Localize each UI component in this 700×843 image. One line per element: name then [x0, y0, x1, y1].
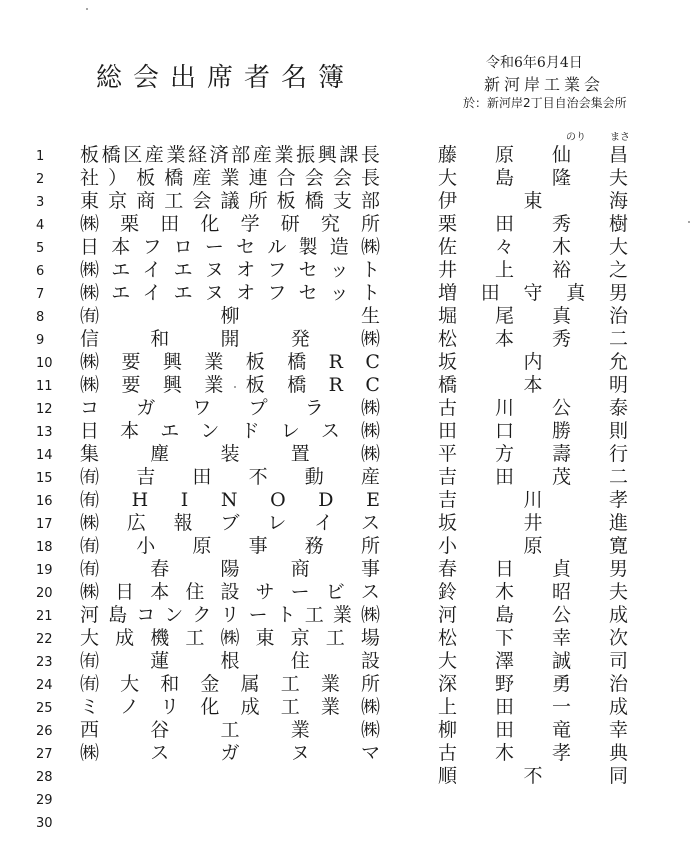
attendee-name: 田 口 勝 則 — [438, 420, 628, 442]
organization-name: ㈱ エ イ エ ヌ オ フ セ ッ ト — [80, 259, 380, 281]
row-number: 19 — [36, 563, 53, 578]
row-number: 2 — [36, 172, 45, 187]
list-item — [0, 213, 700, 236]
association-name: 新河岸工業会 — [484, 75, 605, 94]
attendee-name: 栗 田 秀 樹 — [438, 213, 628, 235]
list-item — [0, 443, 700, 466]
list-item — [0, 512, 700, 535]
list-item — [0, 535, 700, 558]
attendee-name: 古 川 公 泰 — [438, 397, 628, 419]
row-number: 30 — [36, 816, 53, 831]
scan-speck — [86, 8, 88, 10]
organization-name: 日 本 フ ロ ー セ ル 製 造 ㈱ — [80, 236, 380, 258]
list-item — [0, 788, 700, 811]
list-item — [0, 374, 700, 397]
row-number: 29 — [36, 793, 53, 808]
row-number: 24 — [36, 678, 53, 693]
attendee-name: 吉 川 孝 — [438, 489, 628, 511]
organization-name: ㈱ ス ガ ヌ マ — [80, 742, 380, 764]
attendee-name: 松 下 幸 次 — [438, 627, 628, 649]
list-item — [0, 420, 700, 443]
list-item — [0, 650, 700, 673]
list-item — [0, 351, 700, 374]
row-number: 15 — [36, 471, 53, 486]
furigana-masa: まさ — [610, 132, 630, 143]
attendee-name: 柳 田 竜 幸 — [438, 719, 628, 741]
attendee-name: 鈴 木 昭 夫 — [438, 581, 628, 603]
organization-name: ㈱ 栗 田 化 学 研 究 所 — [80, 213, 380, 235]
list-item — [0, 558, 700, 581]
organization-name: ㈲ 吉 田 不 動 産 — [80, 466, 380, 488]
furigana-nori: のり — [566, 132, 586, 143]
attendee-name: 増 田 守 真 男 — [438, 282, 628, 304]
organization-name: 板 橋 区 産 業 経 済 部 産 業 振 興 課 長 — [80, 144, 380, 166]
attendee-name: 上 田 一 成 — [438, 696, 628, 718]
row-number: 9 — [36, 333, 45, 348]
attendee-name: 吉 田 茂 二 — [438, 466, 628, 488]
attendee-name: 伊 東 海 — [438, 190, 628, 212]
organization-name: 東 京 商 工 会 議 所 板 橋 支 部 — [80, 190, 380, 212]
row-number: 23 — [36, 655, 53, 670]
row-number: 21 — [36, 609, 53, 624]
list-item — [0, 466, 700, 489]
attendee-name: 堀 尾 真 治 — [438, 305, 628, 327]
list-item — [0, 282, 700, 305]
attendee-name: 順 不 同 — [438, 765, 628, 787]
list-item — [0, 144, 700, 167]
attendee-name: 河 島 公 成 — [438, 604, 628, 626]
list-item — [0, 719, 700, 742]
list-item — [0, 604, 700, 627]
row-number: 3 — [36, 195, 45, 210]
organization-name: ㈱ 日 本 住 設 サ ー ビ ス — [80, 581, 380, 603]
organization-name: ミ ノ リ 化 成 工 業 ㈱ — [80, 696, 380, 718]
organization-name: ㈱ 広 報 ブ レ イ ス — [80, 512, 380, 534]
row-number: 22 — [36, 632, 53, 647]
list-item — [0, 328, 700, 351]
organization-name: 日 本 エ ン ド レ ス ㈱ — [80, 420, 380, 442]
row-number: 27 — [36, 747, 53, 762]
organization-name: ㈲ 蓮 根 住 設 — [80, 650, 380, 672]
row-number: 16 — [36, 494, 53, 509]
row-number: 6 — [36, 264, 45, 279]
attendee-name: 佐 々 木 大 — [438, 236, 628, 258]
row-number: 13 — [36, 425, 53, 440]
list-item — [0, 259, 700, 282]
organization-name: ㈱ 要 興 業 板 橋 R C — [80, 351, 380, 373]
attendee-name: 大 澤 誠 司 — [438, 650, 628, 672]
attendee-name: 坂 内 允 — [438, 351, 628, 373]
list-item — [0, 627, 700, 650]
attendee-name: 平 方 壽 行 — [438, 443, 628, 465]
row-number: 11 — [36, 379, 53, 394]
attendee-name: 井 上 裕 之 — [438, 259, 628, 281]
row-number: 8 — [36, 310, 45, 325]
list-item — [0, 811, 700, 834]
list-item — [0, 696, 700, 719]
list-item — [0, 765, 700, 788]
organization-name: 河 島 コ ン ク リ ー ト 工 業 ㈱ — [80, 604, 380, 626]
attendee-name: 藤 原 仙 昌 — [438, 144, 628, 166]
list-item — [0, 305, 700, 328]
list-item — [0, 397, 700, 420]
organization-name: ㈲ 春 陽 商 事 — [80, 558, 380, 580]
organization-name: ㈲ H I N O D E — [80, 489, 380, 511]
organization-name: ㈱ エ イ エ ヌ オ フ セ ッ ト — [80, 282, 380, 304]
attendee-name: 春 日 貞 男 — [438, 558, 628, 580]
organization-name: 社 ） 板 橋 産 業 連 合 会 会 長 — [80, 167, 380, 189]
row-number: 12 — [36, 402, 53, 417]
organization-name: 大 成 機 工 ㈱ 東 京 工 場 — [80, 627, 380, 649]
organization-name: コ ガ ワ プ ラ ㈱ — [80, 397, 380, 419]
list-item — [0, 673, 700, 696]
row-number: 4 — [36, 218, 45, 233]
row-number: 26 — [36, 724, 53, 739]
organization-name: ㈲ 柳 生 — [80, 305, 380, 327]
row-number: 7 — [36, 287, 45, 302]
attendee-name: 古 木 孝 典 — [438, 742, 628, 764]
organization-name: ㈲ 大 和 金 属 工 業 所 — [80, 673, 380, 695]
row-number: 28 — [36, 770, 53, 785]
row-number: 18 — [36, 540, 53, 555]
row-number: 5 — [36, 241, 45, 256]
list-item — [0, 742, 700, 765]
list-item — [0, 190, 700, 213]
meeting-venue: 於：新河岸2丁目自治会集会所 — [463, 96, 627, 110]
row-number: 14 — [36, 448, 53, 463]
organization-name: 集 塵 装 置 ㈱ — [80, 443, 380, 465]
row-number: 10 — [36, 356, 53, 371]
row-number: 1 — [36, 149, 45, 164]
row-number: 20 — [36, 586, 53, 601]
organization-name: 西 谷 工 業 ㈱ — [80, 719, 380, 741]
attendee-name: 大 島 隆 夫 — [438, 167, 628, 189]
list-item — [0, 489, 700, 512]
meeting-date: 令和6年6月4日 — [486, 55, 583, 71]
row-number: 25 — [36, 701, 53, 716]
list-item — [0, 167, 700, 190]
organization-name: 信 和 開 発 ㈱ — [80, 328, 380, 350]
list-item — [0, 236, 700, 259]
list-item — [0, 581, 700, 604]
organization-name: ㈱ 要 興 業 板 橋 R C — [80, 374, 380, 396]
attendee-name: 松 本 秀 二 — [438, 328, 628, 350]
organization-name: ㈲ 小 原 事 務 所 — [80, 535, 380, 557]
attendee-name: 橋 本 明 — [438, 374, 628, 396]
row-number: 17 — [36, 517, 53, 532]
page-title: 総会出席者名簿 — [96, 63, 356, 93]
attendee-name: 小 原 寛 — [438, 535, 628, 557]
attendee-name: 深 野 勇 治 — [438, 673, 628, 695]
attendee-name: 坂 井 進 — [438, 512, 628, 534]
